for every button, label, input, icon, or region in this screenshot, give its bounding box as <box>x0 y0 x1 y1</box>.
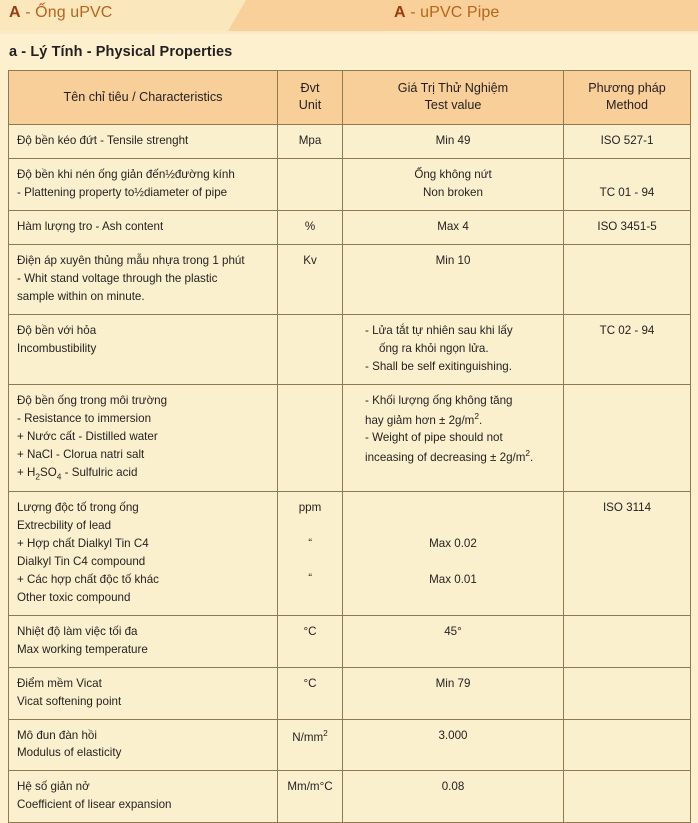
cell-test-value <box>343 719 564 771</box>
characteristics-line: Nhiệt độ làm việc tối đa <box>17 624 138 638</box>
test-value-line: Ống không nứt <box>414 167 492 181</box>
unit-spacer <box>286 552 334 570</box>
cell-characteristics <box>9 244 278 314</box>
column-header-method-line2: Method <box>605 98 648 112</box>
characteristics-line: Mô đun đàn hồi <box>17 728 97 742</box>
column-header-test-value <box>343 71 564 125</box>
cell-unit <box>278 210 343 244</box>
characteristics-line: + Nước cất - Distilled water <box>17 429 158 443</box>
table-header-row <box>9 71 691 125</box>
unit-line: Mm/m°C <box>287 780 333 794</box>
cell-test-value <box>343 244 564 314</box>
test-value-line: 3.000 <box>438 728 468 742</box>
cell-test-value <box>343 667 564 719</box>
physical-properties-table <box>8 70 691 823</box>
table-row <box>9 771 691 823</box>
cell-unit <box>278 244 343 314</box>
cell-characteristics <box>9 384 278 491</box>
cell-method <box>564 615 691 667</box>
table-row <box>9 615 691 667</box>
cell-unit <box>278 719 343 771</box>
section-subtitle: a - Lý Tính - Physical Properties <box>9 44 233 60</box>
unit-line: $N/mm^2$ <box>292 727 328 744</box>
characteristics-line: Dialkyl Tin C4 compound <box>17 554 146 568</box>
banner-title-english <box>394 4 499 22</box>
column-header-test-value-line1: Giá Trị Thử Nghiệm <box>397 81 509 95</box>
cell-method <box>564 667 691 719</box>
cell-test-value <box>343 384 564 491</box>
unit-line: °C <box>303 624 317 638</box>
cell-characteristics <box>9 158 278 210</box>
unit-line: Mpa <box>298 134 322 147</box>
test-value-line: Min 49 <box>435 134 471 147</box>
method-line: ISO 527-1 <box>600 134 654 147</box>
column-header-unit-line2: Unit <box>298 98 322 112</box>
column-header-test-value-line2: Test value <box>424 98 482 112</box>
cell-unit <box>278 314 343 384</box>
table-row <box>9 210 691 244</box>
test-value-line: inceasing of decreasing ± $2g/m^2$. <box>365 448 534 465</box>
test-value-line: 0.08 <box>441 780 465 794</box>
characteristics-line: Hệ số giản nở <box>17 780 90 794</box>
method-spacer <box>572 166 682 184</box>
test-value-line: Max 4 <box>437 219 469 233</box>
method-line: TC 02 - 94 <box>599 323 655 337</box>
cell-method <box>564 210 691 244</box>
unit-ditto-mark: “ <box>308 536 312 549</box>
cell-unit <box>278 667 343 719</box>
table-row <box>9 491 691 615</box>
cell-method <box>564 125 691 159</box>
cell-test-value <box>343 314 564 384</box>
unit-line: % <box>304 219 316 233</box>
cell-method <box>564 491 691 615</box>
banner-left-label: - Ống uPVC <box>20 4 113 21</box>
characteristics-line: Độ bền với hỏa <box>17 323 97 337</box>
column-header-unit-line1: Đvt <box>300 81 320 95</box>
test-value-spacer <box>351 517 555 535</box>
banner-underline <box>0 31 698 34</box>
test-value-line: - Khối lượng ống không tăng <box>365 393 513 407</box>
cell-unit <box>278 491 343 615</box>
characteristics-line: + Các hợp chất độc tố khác <box>17 572 159 586</box>
test-value-line: ống ra khỏi ngọn lửa. <box>379 341 489 355</box>
cell-unit <box>278 384 343 491</box>
unit-line: Kv <box>303 253 317 267</box>
cell-method <box>564 384 691 491</box>
cell-test-value <box>343 210 564 244</box>
table-row <box>9 125 691 159</box>
cell-test-value <box>343 491 564 615</box>
cell-test-value <box>343 125 564 159</box>
test-value-line: - Weight of pipe should not <box>365 431 503 445</box>
characteristics-line: + NaCl - Clorua natri salt <box>17 447 145 461</box>
characteristics-line: Độ bền kéo đứt - Tensile strenght <box>17 134 189 147</box>
cell-unit <box>278 771 343 823</box>
page-banner <box>0 0 698 31</box>
test-value-line: - Shall be self exitinguishing. <box>365 359 512 373</box>
cell-test-value <box>343 771 564 823</box>
cell-characteristics <box>9 719 278 771</box>
cell-method <box>564 244 691 314</box>
characteristics-line: Điểm mềm Vicat <box>17 676 102 690</box>
cell-unit <box>278 125 343 159</box>
characteristics-line: Độ bền ống trong môi trường <box>17 393 168 407</box>
table-row <box>9 719 691 771</box>
unit-line: ppm <box>298 500 322 514</box>
test-value-line: hay giảm hơn ± $2g/m^2$. <box>365 410 483 427</box>
characteristics-line: - Resistance to immersion <box>17 411 152 425</box>
characteristics-line: Coefficient of lisear expansion <box>17 798 172 812</box>
characteristics-line-formula: + $H_2SO_4$ - Sulfulric acid <box>17 465 138 481</box>
banner-title-vietnamese <box>9 4 112 22</box>
spec-table-container <box>8 70 690 823</box>
column-header-method <box>564 71 691 125</box>
table-body <box>9 125 691 823</box>
method-line: ISO 3451-5 <box>597 219 657 233</box>
column-header-unit <box>278 71 343 125</box>
method-line: TC 01 - 94 <box>599 185 655 199</box>
cell-method <box>564 719 691 771</box>
table-row <box>9 384 691 491</box>
characteristics-line: - Whit stand voltage through the plastic <box>17 271 218 285</box>
characteristics-line: + Hợp chất Dialkyl Tin C4 <box>17 536 149 550</box>
characteristics-line: Hàm lượng tro - Ash content <box>17 219 164 233</box>
banner-right-label: - uPVC Pipe <box>405 4 500 21</box>
column-header-method-line1: Phương pháp <box>588 81 666 95</box>
cell-characteristics <box>9 615 278 667</box>
test-value-line: Min 79 <box>435 676 471 690</box>
cell-characteristics <box>9 125 278 159</box>
characteristics-line: Vicat softening point <box>17 694 122 708</box>
cell-test-value <box>343 158 564 210</box>
characteristics-line: Modulus of elasticity <box>17 746 122 760</box>
unit-spacer <box>286 517 334 535</box>
characteristics-line: Lượng độc tố trong ống <box>17 500 139 514</box>
method-line: ISO 3114 <box>602 500 652 514</box>
cell-characteristics <box>9 491 278 615</box>
table-row <box>9 244 691 314</box>
test-value-line: 45° <box>444 624 462 638</box>
characteristics-line: Điện áp xuyên thủng mẫu nhựa trong 1 phút <box>17 253 245 267</box>
characteristics-line: Incombustibility <box>17 341 97 355</box>
table-header <box>9 71 691 125</box>
test-value-spacer <box>351 499 555 517</box>
test-value-line: Max 0.01 <box>429 572 477 586</box>
test-value-line: - Lửa tắt tự nhiên sau khi lấy <box>365 323 513 337</box>
cell-unit <box>278 158 343 210</box>
characteristics-line: Max working temperature <box>17 642 148 656</box>
cell-characteristics <box>9 314 278 384</box>
cell-unit <box>278 615 343 667</box>
cell-characteristics <box>9 771 278 823</box>
cell-method <box>564 771 691 823</box>
test-value-line: Non broken <box>423 185 483 199</box>
table-row <box>9 314 691 384</box>
banner-left-prefix: A <box>9 4 21 21</box>
cell-characteristics <box>9 667 278 719</box>
characteristics-line: sample within on minute. <box>17 289 145 303</box>
column-header-characteristics <box>9 71 278 125</box>
test-value-line: Max 0.02 <box>429 536 477 550</box>
test-value-line: Min 10 <box>435 253 471 267</box>
characteristics-line: Other toxic compound <box>17 590 131 604</box>
characteristics-line: - Plattening property to½diameter of pipe <box>17 185 228 199</box>
characteristics-line: Độ bền khi nén ống giản đến½đường kính <box>17 167 235 181</box>
cell-method <box>564 158 691 210</box>
column-header-characteristics-line1: Tên chỉ tiêu / Characteristics <box>63 89 223 104</box>
unit-ditto-mark: “ <box>308 571 312 584</box>
table-row <box>9 667 691 719</box>
test-value-spacer <box>351 553 555 571</box>
cell-characteristics <box>9 210 278 244</box>
banner-right-prefix: A <box>394 4 406 21</box>
characteristics-line: Extrecbility of lead <box>17 518 112 532</box>
table-row <box>9 158 691 210</box>
cell-method <box>564 314 691 384</box>
unit-line: °C <box>303 676 317 690</box>
cell-test-value <box>343 615 564 667</box>
